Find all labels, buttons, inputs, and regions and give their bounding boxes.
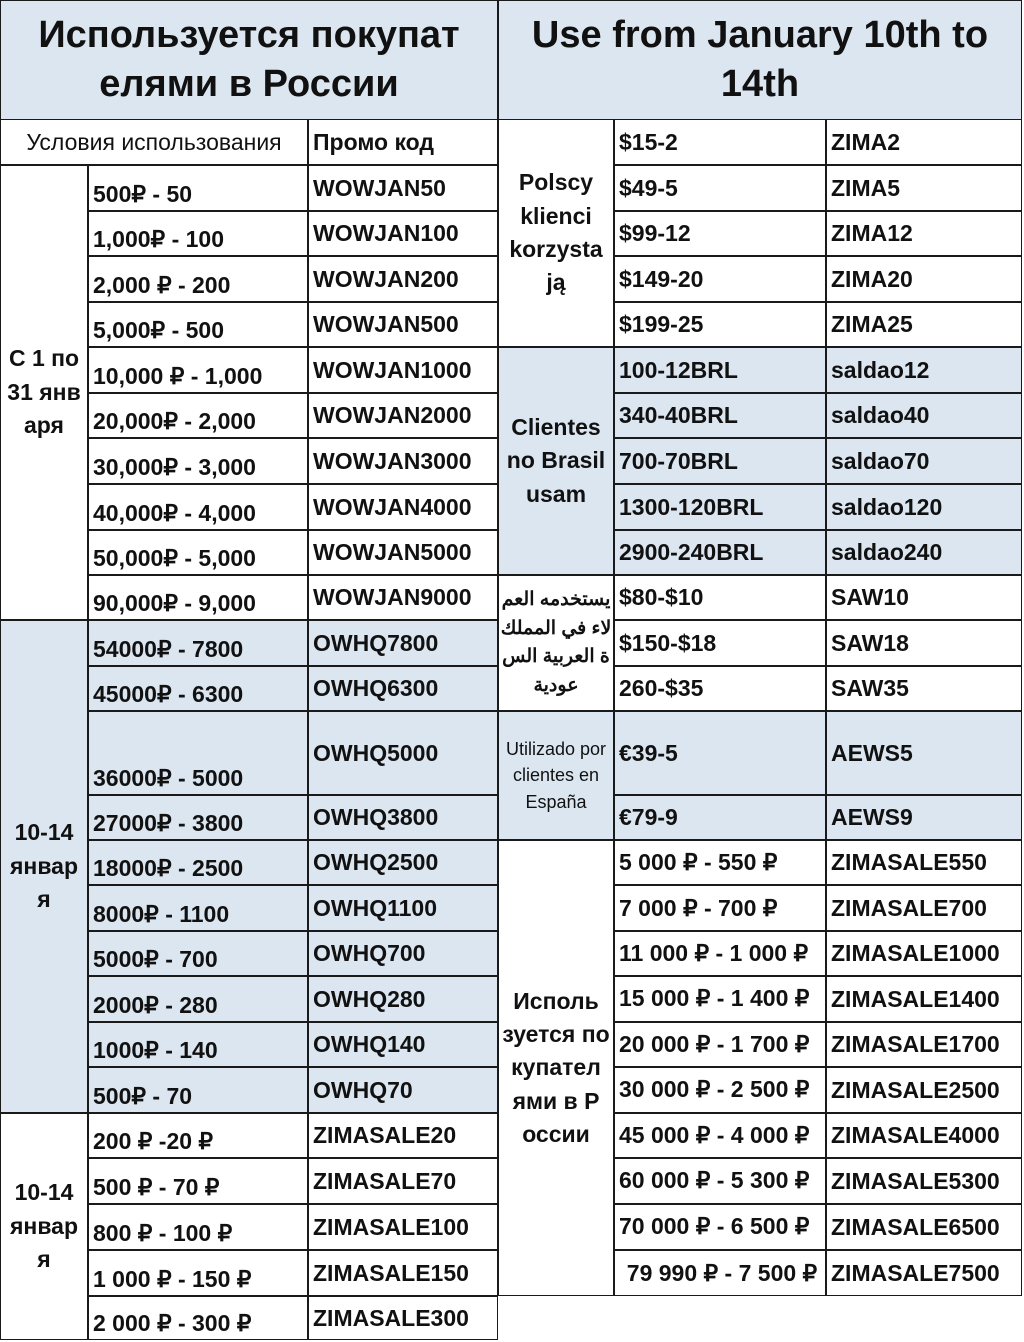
- left-promo-code-text: OWHQ140: [313, 1031, 426, 1057]
- right-condition-cell-text: $150-$18: [619, 629, 717, 656]
- left-promo-code-text: WOWJAN2000: [313, 402, 472, 428]
- right-promo-code: [826, 976, 1022, 1022]
- right-condition-cell-text: 60 000 ₽ - 5 300 ₽: [619, 1167, 810, 1193]
- right-group-label: [498, 840, 614, 1296]
- right-promo-code-text: SAW18: [831, 629, 909, 656]
- left-promo-code-text: WOWJAN9000: [313, 584, 472, 610]
- right-condition-cell: [614, 666, 826, 711]
- right-promo-code: [826, 347, 1022, 393]
- left-promo-code-text: ZIMASALE100: [313, 1213, 469, 1240]
- left-condition-cell-text: 500 ₽ - 70 ₽: [93, 1174, 220, 1200]
- left-promo-code-text: OWHQ700: [313, 940, 426, 966]
- conditions-header: [0, 119, 308, 165]
- right-condition-cell: [614, 976, 826, 1022]
- right-promo-code-text: ZIMASALE1700: [831, 1031, 1000, 1057]
- left-promo-code: [308, 530, 498, 575]
- left-condition-cell: [88, 885, 308, 931]
- left-promo-code-text: OWHQ3800: [313, 804, 439, 830]
- left-condition-cell: [88, 666, 308, 711]
- right-condition-cell: [614, 885, 826, 931]
- right-condition-cell: [614, 1204, 826, 1250]
- right-promo-code: [826, 575, 1022, 620]
- right-promo-code-text: saldao70: [831, 447, 930, 474]
- right-promo-code: [826, 840, 1022, 885]
- right-promo-code: [826, 620, 1022, 666]
- left-condition-cell-text: 2 000 ₽ - 300 ₽: [93, 1310, 252, 1336]
- right-promo-code-text: ZIMA2: [831, 128, 900, 155]
- left-condition-cell: [88, 1250, 308, 1296]
- right-promo-code: [826, 885, 1022, 931]
- right-condition-cell-text: $15-2: [619, 128, 678, 155]
- left-promo-code-text: WOWJAN5000: [313, 539, 472, 565]
- right-group-label-text: Utilizado por clientes en España: [505, 739, 607, 812]
- left-condition-cell-text: 10,000 ₽ - 1,000: [93, 363, 263, 389]
- left-condition-cell-text: 200 ₽ -20 ₽: [93, 1128, 214, 1154]
- right-condition-cell-text: $49-5: [619, 174, 678, 201]
- left-promo-code: [308, 666, 498, 711]
- left-promo-code: [308, 302, 498, 347]
- left-condition-cell: [88, 1022, 308, 1067]
- left-condition-cell-text: 18000₽ - 2500: [93, 855, 244, 881]
- left-promo-code-text: WOWJAN200: [313, 265, 459, 292]
- left-condition-cell-text: 90,000₽ - 9,000: [93, 590, 256, 616]
- right-promo-code: [826, 211, 1022, 256]
- left-promo-code-text: WOWJAN4000: [313, 493, 472, 520]
- left-promo-code-text: OWHQ5000: [313, 739, 439, 766]
- right-condition-cell-text: 340-40BRL: [619, 402, 738, 428]
- right-promo-code: [826, 1067, 1022, 1113]
- right-condition-cell-text: 1300-120BRL: [619, 493, 764, 520]
- right-promo-code-text: AEWS9: [831, 804, 913, 830]
- left-condition-cell-text: 5,000₽ - 500: [93, 317, 225, 343]
- right-condition-cell: [614, 438, 826, 484]
- header-right-title-text: Use from January 10th to 14th: [531, 13, 989, 105]
- left-condition-cell-text: 40,000₽ - 4,000: [93, 500, 256, 526]
- right-group-label: [498, 347, 614, 575]
- right-group-label-text: Исполь зуется по купател ями в Р оссии: [502, 987, 610, 1148]
- right-condition-cell-text: €39-5: [619, 739, 678, 766]
- left-condition-cell: [88, 711, 308, 795]
- header-left-title: [0, 0, 498, 120]
- right-condition-cell-text: 20 000 ₽ - 1 700 ₽: [619, 1031, 810, 1057]
- right-condition-cell: [614, 484, 826, 530]
- left-promo-code: [308, 165, 498, 211]
- right-promo-code: [826, 302, 1022, 347]
- right-promo-code: [826, 256, 1022, 302]
- right-promo-code-text: SAW35: [831, 675, 909, 701]
- right-promo-code: [826, 165, 1022, 211]
- right-condition-cell: [614, 840, 826, 885]
- left-condition-cell-text: 500₽ - 70: [93, 1083, 193, 1109]
- right-condition-cell-text: 70 000 ₽ - 6 500 ₽: [619, 1213, 810, 1239]
- right-condition-cell-text: $80-$10: [619, 584, 704, 610]
- promo-header: [308, 119, 498, 165]
- left-promo-code: [308, 620, 498, 666]
- right-promo-code: [826, 484, 1022, 530]
- right-promo-code: [826, 530, 1022, 575]
- left-promo-code: [308, 931, 498, 976]
- right-promo-code-text: SAW10: [831, 584, 909, 610]
- right-group-label: [498, 575, 614, 711]
- left-group-label-text: 10-14 январ я: [10, 819, 78, 913]
- left-group-label: [0, 165, 88, 620]
- right-condition-cell-text: 79 990 ₽ - 7 500 ₽: [626, 1259, 818, 1286]
- right-promo-code: [826, 795, 1022, 840]
- left-promo-code: [308, 1204, 498, 1250]
- left-group-label: [0, 620, 88, 1113]
- right-condition-cell-text: 7 000 ₽ - 700 ₽: [619, 894, 778, 921]
- left-condition-cell: [88, 1158, 308, 1204]
- left-promo-code: [308, 438, 498, 484]
- left-promo-code: [308, 1158, 498, 1204]
- right-promo-code-text: ZIMASALE1400: [831, 985, 1000, 1012]
- left-promo-code: [308, 1296, 498, 1340]
- left-condition-cell-text: 1,000₽ - 100: [93, 226, 225, 252]
- right-condition-cell-text: 30 000 ₽ - 2 500 ₽: [619, 1076, 810, 1102]
- right-condition-cell-text: 15 000 ₽ - 1 400 ₽: [619, 985, 810, 1011]
- right-condition-cell-text: $99-12: [619, 220, 691, 246]
- right-condition-cell: [614, 931, 826, 976]
- left-promo-code: [308, 211, 498, 256]
- right-promo-code-text: ZIMA25: [831, 311, 913, 337]
- left-promo-code-text: ZIMASALE20: [313, 1122, 457, 1148]
- left-condition-cell: [88, 165, 308, 211]
- left-promo-code-text: ZIMASALE300: [313, 1304, 469, 1331]
- conditions-header-text: Условия использования: [26, 128, 282, 155]
- left-condition-cell: [88, 575, 308, 620]
- left-condition-cell: [88, 840, 308, 885]
- right-condition-cell: [614, 795, 826, 840]
- right-condition-cell-text: 100-12BRL: [619, 356, 738, 383]
- right-condition-cell: [614, 256, 826, 302]
- left-condition-cell: [88, 976, 308, 1022]
- left-condition-cell: [88, 795, 308, 840]
- left-group-label-text: С 1 по 31 янв аря: [7, 345, 81, 439]
- left-condition-cell: [88, 347, 308, 393]
- right-promo-code-text: ZIMASALE550: [831, 849, 987, 875]
- right-group-label: [498, 119, 614, 347]
- left-promo-code-text: OWHQ7800: [313, 629, 439, 656]
- right-promo-code-text: ZIMASALE7500: [831, 1259, 1000, 1286]
- left-condition-cell-text: 20,000₽ - 2,000: [93, 408, 256, 434]
- left-condition-cell-text: 500₽ - 50: [93, 181, 193, 207]
- left-condition-cell: [88, 438, 308, 484]
- right-promo-code-text: AEWS5: [831, 739, 913, 766]
- left-promo-code-text: OWHQ280: [313, 985, 426, 1012]
- right-promo-code-text: saldao12: [831, 356, 930, 383]
- left-promo-code: [308, 1250, 498, 1296]
- right-condition-cell: [614, 211, 826, 256]
- left-promo-code: [308, 885, 498, 931]
- right-condition-cell: [614, 575, 826, 620]
- right-promo-code-text: ZIMASALE5300: [831, 1167, 1000, 1194]
- left-condition-cell: [88, 530, 308, 575]
- left-group-label: [0, 1113, 88, 1340]
- header-right-title: [498, 0, 1022, 120]
- left-promo-code: [308, 1022, 498, 1067]
- right-condition-cell: [614, 1113, 826, 1158]
- right-condition-cell-text: 11 000 ₽ - 1 000 ₽: [619, 940, 809, 966]
- right-promo-code: [826, 711, 1022, 795]
- left-promo-code-text: ZIMASALE150: [313, 1259, 469, 1286]
- left-condition-cell-text: 2,000 ₽ - 200: [93, 272, 231, 298]
- left-condition-cell-text: 800 ₽ - 100 ₽: [93, 1220, 233, 1246]
- left-promo-code-text: WOWJAN50: [313, 174, 446, 201]
- right-promo-code-text: ZIMASALE2500: [831, 1076, 1000, 1103]
- left-condition-cell-text: 30,000₽ - 3,000: [93, 454, 256, 480]
- left-condition-cell-text: 1 000 ₽ - 150 ₽: [93, 1266, 252, 1292]
- right-condition-cell: [614, 1067, 826, 1113]
- right-group-label: [498, 711, 614, 840]
- right-condition-cell: [614, 165, 826, 211]
- left-condition-cell-text: 8000₽ - 1100: [93, 901, 230, 927]
- right-condition-cell-text: $149-20: [619, 265, 704, 292]
- left-condition-cell: [88, 1067, 308, 1113]
- left-promo-code: [308, 1113, 498, 1158]
- right-group-label-text: يستخدمه العم لاء في المملك ة العربية الس عودية: [500, 589, 612, 696]
- left-promo-code-text: WOWJAN3000: [313, 447, 472, 474]
- left-promo-code: [308, 347, 498, 393]
- right-condition-cell-text: 2900-240BRL: [619, 539, 764, 565]
- right-promo-code: [826, 931, 1022, 976]
- left-promo-code: [308, 795, 498, 840]
- left-promo-code: [308, 711, 498, 795]
- right-promo-code-text: saldao40: [831, 402, 930, 428]
- left-promo-code-text: OWHQ6300: [313, 675, 439, 701]
- right-promo-code: [826, 393, 1022, 438]
- right-condition-cell: [614, 119, 826, 165]
- left-condition-cell-text: 27000₽ - 3800: [93, 810, 244, 836]
- right-promo-code-text: saldao240: [831, 539, 943, 565]
- right-promo-code-text: ZIMASALE6500: [831, 1213, 1000, 1240]
- right-promo-code: [826, 1204, 1022, 1250]
- right-promo-code-text: saldao120: [831, 493, 943, 520]
- right-promo-code: [826, 119, 1022, 165]
- header-left-title-text: Используется покупат елями в России: [38, 13, 460, 105]
- left-condition-cell-text: 50,000₽ - 5,000: [93, 545, 256, 571]
- left-promo-code: [308, 1067, 498, 1113]
- left-promo-code: [308, 575, 498, 620]
- left-condition-cell: [88, 931, 308, 976]
- right-promo-code: [826, 666, 1022, 711]
- left-condition-cell: [88, 484, 308, 530]
- right-promo-code-text: ZIMASALE4000: [831, 1122, 1000, 1148]
- right-promo-code: [826, 438, 1022, 484]
- left-promo-code-text: WOWJAN100: [313, 220, 459, 246]
- right-condition-cell: [614, 1022, 826, 1067]
- right-condition-cell: [614, 530, 826, 575]
- left-condition-cell: [88, 1204, 308, 1250]
- right-condition-cell-text: 45 000 ₽ - 4 000 ₽: [619, 1122, 810, 1148]
- right-condition-cell-text: 700-70BRL: [619, 447, 738, 474]
- right-promo-code: [826, 1158, 1022, 1204]
- left-condition-cell: [88, 393, 308, 438]
- left-condition-cell-text: 1000₽ - 140: [93, 1037, 218, 1063]
- left-group-label-text: 10-14 январ я: [10, 1179, 78, 1273]
- left-condition-cell: [88, 302, 308, 347]
- right-condition-cell: [614, 347, 826, 393]
- right-promo-code: [826, 1250, 1022, 1296]
- left-promo-code-text: WOWJAN500: [313, 311, 459, 337]
- right-condition-cell: [614, 302, 826, 347]
- right-promo-code: [826, 1113, 1022, 1158]
- promo-header-text: Промо код: [313, 128, 435, 155]
- left-condition-cell: [88, 1113, 308, 1158]
- right-condition-cell: [614, 711, 826, 795]
- left-condition-cell-text: 54000₽ - 7800: [93, 636, 244, 662]
- right-condition-cell: [614, 1158, 826, 1204]
- left-condition-cell: [88, 1296, 308, 1340]
- left-condition-cell: [88, 256, 308, 302]
- left-promo-code: [308, 840, 498, 885]
- left-condition-cell: [88, 211, 308, 256]
- left-promo-code-text: OWHQ1100: [313, 894, 437, 921]
- right-promo-code-text: ZIMASALE700: [831, 894, 987, 921]
- left-condition-cell: [88, 620, 308, 666]
- right-condition-cell: [614, 620, 826, 666]
- left-condition-cell-text: 2000₽ - 280: [93, 992, 218, 1018]
- left-promo-code: [308, 484, 498, 530]
- right-promo-code-text: ZIMA20: [831, 265, 913, 292]
- right-promo-code-text: ZIMA5: [831, 174, 900, 201]
- right-condition-cell: [614, 393, 826, 438]
- right-condition-cell-text: 260-$35: [619, 675, 704, 701]
- right-condition-cell-text: $199-25: [619, 311, 704, 337]
- left-condition-cell-text: 45000₽ - 6300: [93, 681, 244, 707]
- left-promo-code-text: OWHQ2500: [313, 849, 439, 875]
- left-condition-cell-text: 5000₽ - 700: [93, 946, 218, 972]
- right-group-label-text: Clientes no Brasil usam: [506, 413, 606, 507]
- right-condition-cell-text: €79-9: [619, 804, 678, 830]
- left-promo-code: [308, 976, 498, 1022]
- left-condition-cell-text: 36000₽ - 5000: [93, 765, 244, 791]
- right-group-label-text: Polscy klienci korzysta ją: [509, 169, 603, 296]
- right-condition-cell-text: 5 000 ₽ - 550 ₽: [619, 849, 778, 875]
- left-promo-code: [308, 393, 498, 438]
- right-promo-code: [826, 1022, 1022, 1067]
- right-promo-code-text: ZIMASALE1000: [831, 940, 1000, 966]
- left-promo-code-text: OWHQ70: [313, 1076, 413, 1103]
- left-promo-code-text: ZIMASALE70: [313, 1167, 457, 1194]
- right-promo-code-text: ZIMA12: [831, 220, 913, 246]
- right-condition-cell: [614, 1250, 826, 1296]
- left-promo-code: [308, 256, 498, 302]
- left-promo-code-text: WOWJAN1000: [313, 356, 472, 383]
